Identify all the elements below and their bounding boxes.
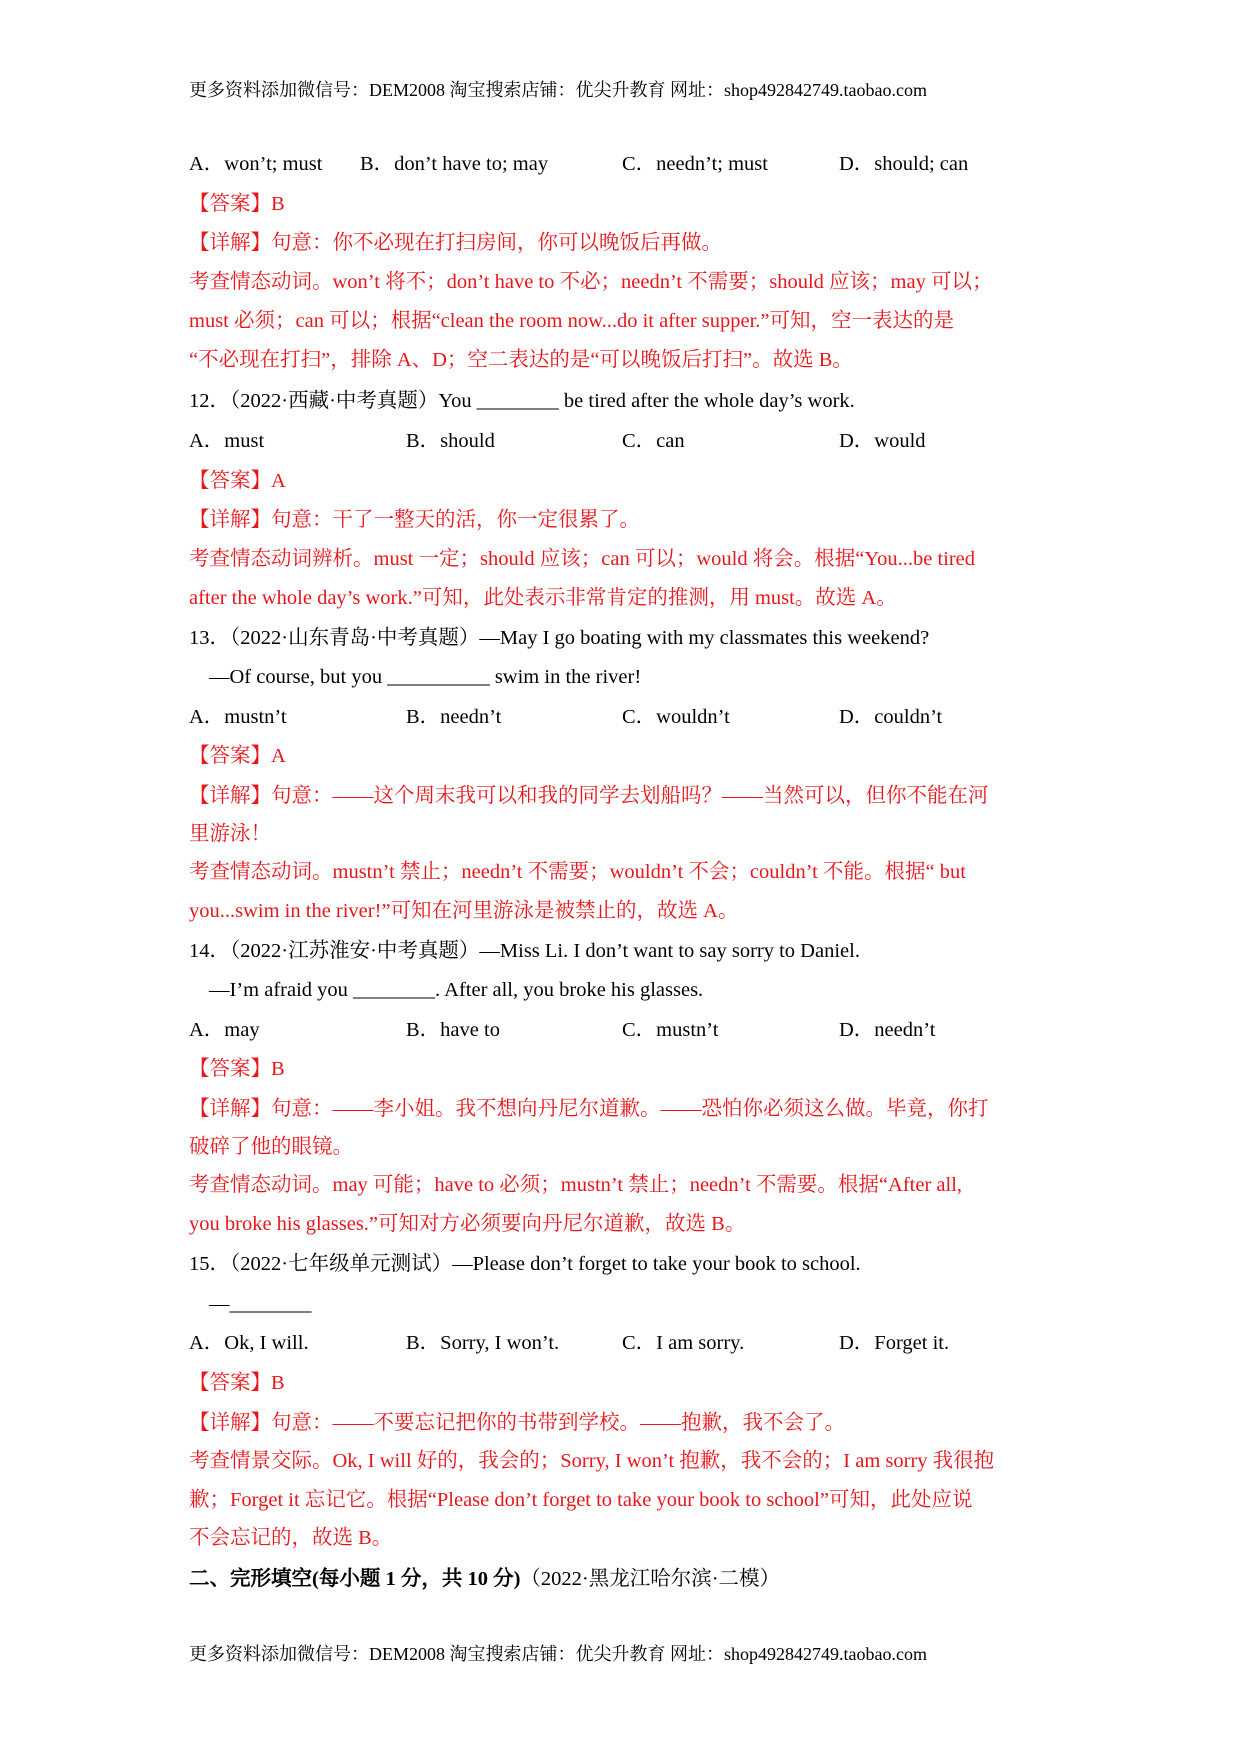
q11-option-d: D．should; can: [839, 153, 969, 175]
q13-detail-4: you...swim in the river!”可知在河里游泳是被禁止的，故选 A。: [189, 900, 739, 922]
q15-option-d: D．Forget it.: [839, 1332, 950, 1354]
q14-answer: 【答案】B: [189, 1058, 285, 1080]
q14-stem-1: 14．（2022·江苏淮安·中考真题）—Miss Li. I don’t want to say sorry to Daniel.: [189, 940, 860, 962]
q11-detail-2: 考查情态动词。won’t 将不；don’t have to 不必；needn’t 不需要；should 应该；may 可以；: [189, 271, 993, 293]
q11-detail-1: 【详解】句意：你不必现在打扫房间，你可以晚饭后再做。: [189, 232, 722, 254]
q12-option-c: C．can: [622, 430, 685, 452]
q14-option-d: D．needn’t: [839, 1019, 936, 1041]
q11-answer: 【答案】B: [189, 193, 285, 215]
q13-option-d: D．couldn’t: [839, 706, 943, 728]
q11-option-a: A．won’t; must: [189, 153, 323, 175]
q13-detail-3: 考查情态动词。mustn’t 禁止；needn’t 不需要；wouldn’t 不会；couldn’t 不能。根据“ but: [189, 861, 966, 883]
q12-detail-1: 【详解】句意：干了一整天的活，你一定很累了。: [189, 509, 640, 531]
q15-answer: 【答案】B: [189, 1372, 285, 1394]
q14-option-c: C．mustn’t: [622, 1019, 719, 1041]
q11-detail-3: must 必须；can 可以；根据“clean the room now...do it after supper.”可知，空一表达的是: [189, 310, 955, 332]
section-heading: [189, 1569, 780, 1590]
q12-answer: 【答案】A: [189, 470, 286, 492]
q13-answer: 【答案】A: [189, 745, 286, 767]
q13-detail-2: 里游泳！: [189, 823, 271, 845]
q14-option-b: B．have to: [406, 1019, 500, 1041]
q13-option-b: B．needn’t: [406, 706, 502, 728]
q15-stem-1: 15．（2022·七年级单元测试）—Please don’t forget to take your book to school.: [189, 1253, 861, 1275]
q11-detail-4: “不必现在打扫”，排除 A、D；空二表达的是“可以晚饭后打扫”。故选 B。: [189, 349, 853, 371]
q13-stem-1: 13．（2022·山东青岛·中考真题）—May I go boating with my classmates this weekend?: [189, 627, 930, 649]
q12-option-a: A．must: [189, 430, 265, 452]
q15-option-c: C．I am sorry.: [622, 1332, 745, 1354]
q13-option-c: C．wouldn’t: [622, 706, 730, 728]
q12-detail-3: after the whole day’s work.”可知，此处表示非常肯定的推测，用 must。故选 A。: [189, 587, 897, 609]
q14-detail-2: 破碎了他的眼镜。: [189, 1136, 353, 1158]
q12-option-d: D．would: [839, 430, 926, 452]
q14-stem-2: —I’m afraid you ________. After all, you broke his glasses.: [209, 979, 704, 1001]
q15-detail-4: 不会忘记的，故选 B。: [189, 1527, 393, 1549]
q13-detail-1: 【详解】句意：——这个周末我可以和我的同学去划船吗？——当然可以，但你不能在河: [189, 785, 989, 807]
q15-detail-3: 歉；Forget it 忘记它。根据“Please don’t forget to take your book to school”可知，此处应说: [189, 1489, 973, 1511]
q14-detail-4: you broke his glasses.”可知对方必须要向丹尼尔道歉，故选 B。: [189, 1213, 746, 1235]
q15-detail-1: 【详解】句意：——不要忘记把你的书带到学校。——抱歉，我不会了。: [189, 1412, 845, 1434]
section-title: 二、完形填空(每小题 1 分，共 10 分): [189, 1568, 521, 1590]
q12-option-b: B．should: [406, 430, 495, 452]
q13-stem-2: —Of course, but you __________ swim in the river!: [209, 666, 642, 688]
q14-detail-1: 【详解】句意：——李小姐。我不想向丹尼尔道歉。——恐怕你必须这么做。毕竟，你打: [189, 1098, 989, 1120]
section-source: （2022·黑龙江哈尔滨·二模）: [520, 1568, 781, 1590]
q15-stem-2: —________: [209, 1293, 312, 1315]
q11-option-b: B．don’t have to; may: [360, 153, 549, 175]
q12-detail-2: 考查情态动词辨析。must 一定；should 应该；can 可以；would 将会。根据“You...be tired: [189, 548, 976, 570]
page-header: 更多资料添加微信号：DEM2008 淘宝搜索店铺：优尖升教育 网址：shop492842749.taobao.com: [189, 80, 927, 100]
q15-detail-2: 考查情景交际。Ok, I will 好的，我会的；Sorry, I won’t 抱歉，我不会的；I am sorry 我很抱: [189, 1450, 995, 1472]
q12-stem: 12．（2022·西藏·中考真题）You ________ be tired after the whole day’s work.: [189, 390, 855, 412]
q13-option-a: A．mustn’t: [189, 706, 287, 728]
q11-option-c: C．needn’t; must: [622, 153, 768, 175]
page-footer: 更多资料添加微信号：DEM2008 淘宝搜索店铺：优尖升教育 网址：shop492842749.taobao.com: [189, 1644, 927, 1664]
q14-option-a: A．may: [189, 1019, 260, 1041]
q15-option-b: B．Sorry, I won’t.: [406, 1332, 560, 1354]
q14-detail-3: 考查情态动词。may 可能；have to 必须；mustn’t 禁止；needn’t 不需要。根据“After all,: [189, 1174, 963, 1196]
q15-option-a: A．Ok, I will.: [189, 1332, 309, 1354]
